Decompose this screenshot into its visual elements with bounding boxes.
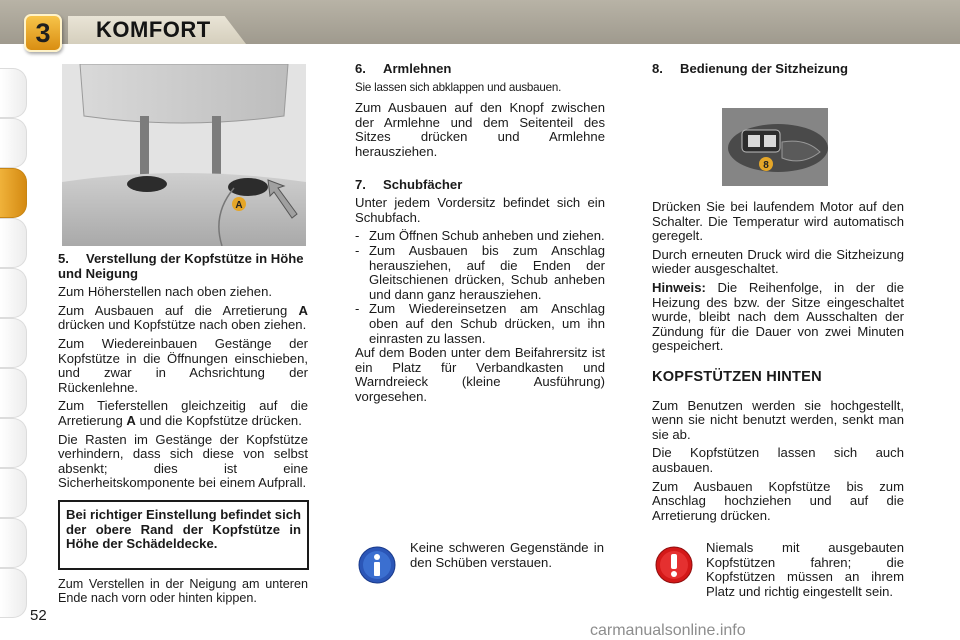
list-item: - Zum Wiedereinsetzen am Anschlag oben auf den Schub drücken, um ihn einrasten zu lassen. xyxy=(355,301,605,346)
chapter-badge: 3 xyxy=(24,14,62,52)
paragraph: Zum Tieferstellen gleichzeitig auf die Arretierung A und die Kopfstütze drücken. xyxy=(58,398,308,428)
section-7-heading: 7. Schubfächer xyxy=(355,176,463,192)
right-column xyxy=(652,200,904,527)
side-tab-6[interactable] xyxy=(0,318,27,368)
right-heading xyxy=(652,62,904,81)
paragraph: Auf dem Boden unter dem Beifahrersitz ist ein Platz für Verbandkasten und Warndreieck (kleine Ausführung) vorgesehen. xyxy=(355,345,605,404)
paragraph: Zum Ausbauen auf den Knopf zwischen der Armlehne und dem Seitenteil des Sitzes drücken und Armlehne herausziehen. xyxy=(355,100,605,159)
paragraph: Die Kopfstützen lassen sich auch ausbauen. xyxy=(652,445,904,475)
section-6-heading: 6. Armlehnen xyxy=(355,61,452,76)
side-tab-4[interactable] xyxy=(0,218,27,268)
drawer-steps-list xyxy=(355,229,605,346)
photo-label-a: A xyxy=(235,200,243,211)
middle-column xyxy=(355,62,605,408)
headrest-photo xyxy=(62,64,306,246)
side-tab-7[interactable] xyxy=(0,368,27,418)
info-text: Keine schweren Gegenstände in den Schüben verstauen. xyxy=(410,540,604,570)
paragraph: Zum Verstellen in der Neigung am unteren Ende nach vorn oder hinten kippen. xyxy=(58,577,308,605)
paragraph: Zum Wiedereinbauen Gestänge der Kopfstütze in die Öffnungen einschieben, und zwar in Achsrichtung der Rückenlehne. xyxy=(58,335,308,395)
adjustment-notice-box xyxy=(58,500,309,570)
page-title: KOMFORT xyxy=(96,17,211,42)
tilt-note xyxy=(58,577,308,609)
side-tab-11[interactable] xyxy=(0,568,27,618)
warning-icon xyxy=(655,546,693,589)
paragraph: Zum Benutzen werden sie hochgestellt, wenn sie nicht benutzt werden, senkt man sie ab. xyxy=(652,397,904,442)
paragraph: Unter jedem Vordersitz befindet sich ein Schubfach. xyxy=(355,195,605,225)
watermark: carmanualsonline.info xyxy=(590,622,746,639)
paragraph: Durch erneuten Druck wird die Sitzheizung wieder ausgeschaltet. xyxy=(652,246,904,277)
side-tab-2[interactable] xyxy=(0,118,27,168)
photo-label-8: 8 xyxy=(763,160,769,171)
side-tab-5[interactable] xyxy=(0,268,27,318)
notice-text: Bei richtiger Einstellung befindet sich der obere Rand der Kopfstütze in Höhe der Schädeldecke. xyxy=(66,507,301,552)
side-tab-10[interactable] xyxy=(0,518,27,568)
section-8-heading: 8. Bedienung der Sitzheizung xyxy=(652,61,849,76)
paragraph: Zum Ausbauen Kopfstütze bis zum Anschlag hochziehen und auf die Arretierung drücken. xyxy=(652,478,904,523)
rear-headrests-title: KOPFSTÜTZEN HINTEN xyxy=(652,368,822,385)
left-column xyxy=(58,252,308,495)
paragraph: Zum Ausbauen auf die Arretierung A drücken und Kopfstütze nach oben ziehen. xyxy=(58,302,308,333)
seat-heating-photo xyxy=(722,108,828,186)
paragraph: Zum Höherstellen nach oben ziehen. xyxy=(58,284,272,300)
list-item: - Zum Öffnen Schub anheben und ziehen. xyxy=(355,228,605,244)
armrest-note: Sie lassen sich abklappen und ausbauen. xyxy=(355,80,562,94)
paragraph: Hinweis: Die Reihenfolge, in der die Heizung des bzw. der Sitze eingeschaltet wurde, bleibt nach dem Ausschalten der Zündung für die Dauer von zwei Minuten gespeichert. xyxy=(652,279,904,354)
paragraph: Drücken Sie bei laufendem Motor auf den Schalter. Die Temperatur wird automatisch geregelt. xyxy=(652,199,904,244)
side-tab-1[interactable] xyxy=(0,68,27,118)
info-icon xyxy=(358,546,396,589)
page-number: 52 xyxy=(30,607,47,624)
warning-text: Niemals mit ausgebauten Kopfstützen fahren; die Kopfstützen müssen an ihrem Platz und richtig eingestellt sein. xyxy=(706,540,904,599)
side-tab-8[interactable] xyxy=(0,418,27,468)
section-5-heading: 5. Verstellung der Kopfstütze in Höhe und Neigung xyxy=(58,251,304,281)
list-item: - Zum Ausbauen bis zum Anschlag herausziehen, auf die Enden der Gleitschienen drücken, Schub anheben und dann ganz herausziehen. xyxy=(355,242,605,302)
side-tab-active[interactable] xyxy=(0,168,27,218)
side-tab-9[interactable] xyxy=(0,468,27,518)
paragraph: Die Rasten im Gestänge der Kopfstütze verhindern, dass sich diese von selbst absenkt; dies ist eine Sicherheitskomponente bei einem Aufprall. xyxy=(58,431,308,491)
